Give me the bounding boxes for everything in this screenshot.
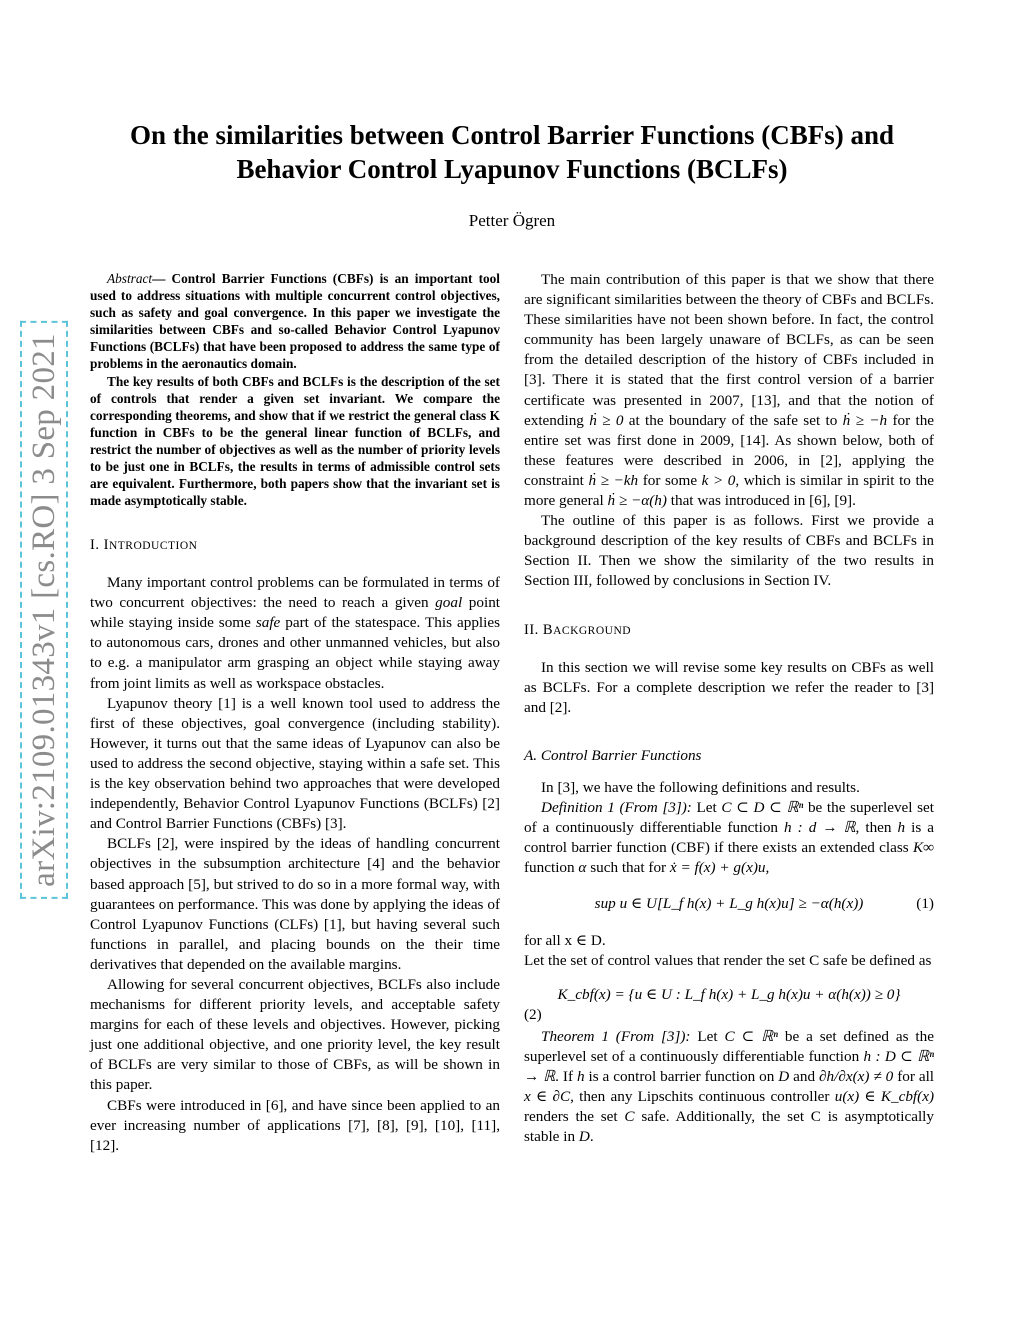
intro-p6-b: at the boundary of the safe set to bbox=[628, 411, 838, 429]
intro-paragraph-3: BCLFs [2], were inspired by the ideas of handling concurrent objectives in the subsumption architecture [4] and the behavior based approach [5], but strived to do so in a more formal way, with guarantees on performance. This was done by applying the ideas of Control Lyapunov Functions (CLFs) [1], but having several such functions in parallel, and placing bounds on the their time derivatives that depended on the available margins. bbox=[90, 835, 500, 973]
equation-1 bbox=[524, 894, 934, 914]
section-number: I. bbox=[90, 537, 100, 553]
math-inline: h bbox=[576, 1068, 585, 1086]
thm-text-c: . If bbox=[555, 1068, 574, 1086]
left-column bbox=[90, 270, 500, 1156]
def-text-a: Let bbox=[696, 799, 717, 817]
thm-text-f: for all bbox=[897, 1068, 935, 1086]
intro-p6-d: for some bbox=[642, 471, 698, 489]
abstract-text-1: Control Barrier Functions (CBFs) is an important tool used to address situations with multiple concurrent control objectives, such as safety and goal convergence. In this paper we investigate the similarities between CBFs and so-called Behavior Control Lyapunov Functions (BCLFs) that have been proposed to address the same type of problems in the aeronautics domain. bbox=[90, 271, 500, 371]
intro-p6-e: , which is similar in spirit to the more general bbox=[524, 471, 935, 510]
section-heading-initial: B bbox=[542, 621, 554, 638]
math-inline: α bbox=[578, 859, 587, 877]
theorem-1 bbox=[524, 1027, 934, 1148]
forall-line: for all x ∈ D. bbox=[524, 931, 606, 949]
section-number: II. bbox=[524, 621, 539, 638]
thm-text-h: renders the set bbox=[524, 1108, 618, 1126]
math-inline: u(x) ∈ K_cbf(x) bbox=[834, 1088, 935, 1106]
thm-text-e: and bbox=[793, 1068, 816, 1086]
background-paragraph-1: In this section we will revise some key results on CBFs as well as BCLFs. For a complete description we refer the reader to [3] and [2]. bbox=[524, 658, 934, 716]
math-inline: C ⊂ ℝⁿ bbox=[724, 1027, 778, 1045]
math-inline: C ⊂ D ⊂ ℝⁿ bbox=[721, 799, 804, 817]
intro-p6-a: The main contribution of this paper is that we show that there are significant similarities between the theory of CBFs and BCLFs. These similarities have not been shown before. In fact, the control community has been largely unaware of BCLFs, as can be seen from the detailed description of the history of CBFs included in [3]. There it is stated that the first control version of a barrier certificate was presented in 2007, [13], and that the notion of extending bbox=[524, 271, 934, 429]
intro-p1-c: part of the statespace. This applies to autonomous cars, drones and other unmanned vehicles, but also to e.g. a manipulator arm grasping an object while staying away from joint limits as well as workspace obstacles. bbox=[90, 614, 501, 692]
thm-text-b: be a set defined as the superlevel set of a continuously differentiable function bbox=[524, 1027, 934, 1065]
math-inline: ḣ ≥ −h bbox=[842, 411, 888, 429]
abstract-label: Abstract bbox=[107, 271, 153, 286]
def-text-b: be the superlevel set of a continuously differentiable function bbox=[524, 799, 935, 837]
equation-2-number: (2) bbox=[524, 1005, 542, 1023]
math-inline: ḣ ≥ −kh bbox=[588, 471, 639, 489]
intro-paragraph-5: CBFs were introduced in [6], and have since been applied to an ever increasing number of applications [7], [8], [9], [10], [11], [12]. bbox=[90, 1096, 500, 1154]
section-heading-initial: I bbox=[103, 537, 109, 553]
math-inline: ∂h/∂x(x) ≠ 0 bbox=[819, 1068, 894, 1086]
abstract-paragraph-2: The key results of both CBFs and BCLFs is the description of the set of controls that render a given set invariant. We compare the corresponding theorems, and show that if we restrict the general class K function in CBFs to be the general linear function of BCLFs, and restrict the number of objectives as well as the number of priority levels to be just one in BCLFs, the results in terms of admissible control sets are equivalent. Furthermore, both papers show that the invariant set is made asymptotically stable. bbox=[90, 374, 500, 508]
math-inline: h : D ⊂ ℝⁿ → ℝ bbox=[524, 1048, 934, 1086]
equation-1-number: (1) bbox=[916, 895, 934, 913]
section-heading-introduction bbox=[90, 535, 500, 556]
definition-1 bbox=[524, 798, 934, 878]
right-column bbox=[524, 270, 934, 1147]
def-text-f: such that for bbox=[590, 859, 667, 877]
background-paragraph-2: In [3], we have the following definitions and results. bbox=[541, 778, 860, 796]
background-paragraph-3: Let the set of control values that render the set C safe be defined as bbox=[524, 951, 932, 969]
math-inline: K∞ bbox=[913, 839, 934, 857]
math-inline: h bbox=[897, 819, 906, 837]
math-inline: ḣ ≥ −α(h) bbox=[607, 492, 667, 510]
abstract bbox=[90, 270, 500, 509]
math-inline: D bbox=[578, 1128, 590, 1146]
thm-text-j: . bbox=[589, 1128, 594, 1146]
abstract-paragraph-1: Abstract— Control Barrier Functions (CBFs) is an important tool used to address situations with multiple concurrent control objectives, such as safety and goal convergence. In this paper we investigate the similarities between CBFs and so-called Behavior Control Lyapunov Functions (BCLFs) that have been proposed to address the same type of problems in the aeronautics domain. bbox=[90, 271, 500, 371]
math-inline: h : d → ℝ bbox=[784, 819, 856, 837]
theorem-label: Theorem 1 (From [3]): bbox=[541, 1027, 691, 1045]
math-inline: C bbox=[624, 1108, 635, 1126]
arxiv-stamp-text[interactable]: arXiv:2109.01343v1 [cs.RO] 3 Sep 2021 bbox=[20, 321, 68, 899]
def-text-d: is a control barrier function (CBF) if there exists an extended class bbox=[524, 819, 935, 857]
paper-title: On the similarities between Control Barrier Functions (CBFs) and Behavior Control Lyapunov Functions (BCLFs) bbox=[130, 120, 894, 184]
intro-paragraph-2: Lyapunov theory [1] is a well known tool used to address the first of these objectives, goal convergence (including stability). However, it turns out that the same ideas of Lyapunov can also be used to address the second objective, staying within a safe set. This is the key observation behind two approaches that were developed independently, Behavior Control Lyapunov Functions (BCLFs) [2] and Control Barrier Functions (CBFs) [3]. bbox=[90, 694, 500, 833]
math-inline: ḣ ≥ 0 bbox=[589, 411, 624, 429]
section-heading-rest: NTRODUCTION bbox=[108, 540, 198, 552]
equation-2-body: K_cbf(x) = {u ∈ U : L_f h(x) + L_g h(x)u + α(h(x)) ≥ 0} bbox=[557, 985, 901, 1003]
thm-text-a: Let bbox=[697, 1027, 718, 1045]
subsection-heading-cbf: A. Control Barrier Functions bbox=[524, 746, 702, 764]
math-inline: ẋ = f(x) + g(x)u, bbox=[669, 859, 770, 877]
intro-p1-b: point while staying inside some bbox=[90, 594, 501, 632]
equation-2 bbox=[524, 985, 934, 1005]
section-heading-rest: ACKGROUND bbox=[553, 624, 632, 637]
intro-paragraph-6 bbox=[524, 270, 934, 511]
arxiv-stamp[interactable] bbox=[14, 320, 74, 900]
intro-emph-goal: goal bbox=[435, 594, 463, 612]
math-inline: k > 0 bbox=[701, 471, 736, 489]
intro-p1-a: Many important control problems can be formulated in terms of two concurrent objectives: the need to reach a given bbox=[90, 574, 500, 612]
thm-text-i: safe. Additionally, the set C is asymptotically stable in bbox=[524, 1108, 935, 1146]
intro-emph-safe: safe bbox=[255, 614, 281, 632]
def-text-c: , then bbox=[855, 819, 892, 837]
intro-paragraph-1 bbox=[90, 573, 500, 694]
math-inline: D bbox=[778, 1068, 790, 1086]
intro-p6-f: that was introduced in [6], [9]. bbox=[670, 492, 856, 510]
thm-text-d: is a control barrier function on bbox=[588, 1068, 775, 1086]
thm-text-g: , then any Lipschits continuous controller bbox=[570, 1088, 830, 1106]
definition-label: Definition 1 (From [3]): bbox=[541, 799, 692, 817]
def-text-e: function bbox=[524, 859, 575, 877]
section-heading-background bbox=[524, 620, 934, 641]
math-inline: x ∈ ∂C bbox=[524, 1088, 571, 1106]
intro-paragraph-4: Allowing for several concurrent objectives, BCLFs also include mechanisms for different priority levels, and acceptable safety margins for each of these levels and objectives. However, picking just one additional objective, and one priority level, the key result of BCLFs are very similar to those of CBFs, as will be shown in this paper. bbox=[90, 975, 500, 1094]
intro-paragraph-7: The outline of this paper is as follows. First we provide a background description of the key results of CBFs and BCLFs in Section II. Then we show the similarity of the two results in Section III, followed by conclusions in Section IV. bbox=[524, 512, 934, 590]
intro-p6-c: for the entire set was first done in 2009, [14]. As shown below, both of these features were described in 2006, in [2], applying the constraint bbox=[524, 411, 935, 489]
equation-1-body: sup u ∈ U[L_f h(x) + L_g h(x)u] ≥ −α(h(x)) bbox=[594, 895, 864, 913]
author-name: Petter Ögren bbox=[468, 211, 556, 230]
